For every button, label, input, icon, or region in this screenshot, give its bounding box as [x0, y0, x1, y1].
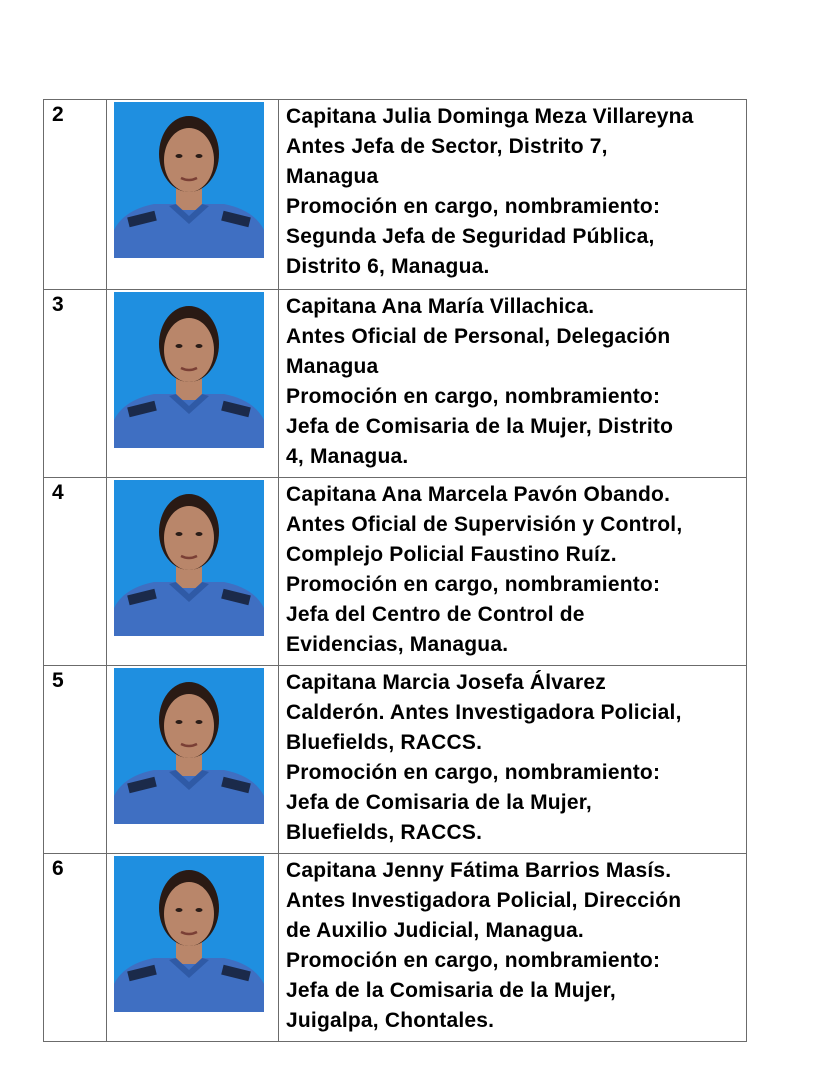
face — [164, 128, 214, 192]
previous-post-line: Bluefields, RACCS. — [286, 731, 483, 754]
table-row — [44, 478, 747, 666]
left-eye — [176, 720, 183, 724]
promotion-heading-line: Promoción en cargo, nombramiento: — [286, 761, 661, 784]
face — [164, 882, 214, 946]
uniform-shoulders — [114, 394, 264, 448]
new-post-line: Evidencias, Managua. — [286, 633, 509, 656]
new-post-line: Jefa de Comisaria de la Mujer, — [286, 791, 592, 814]
left-eye — [176, 154, 183, 158]
new-post-line: Jefa de Comisaria de la Mujer, Distrito — [286, 415, 674, 438]
photo-cell — [107, 666, 279, 854]
photo-cell — [107, 100, 279, 290]
appointments-table-body — [44, 100, 747, 1042]
new-post-line: 4, Managua. — [286, 445, 409, 468]
face — [164, 318, 214, 382]
officer-portrait-image — [114, 292, 264, 448]
row-number: 4 — [52, 481, 64, 504]
face — [164, 694, 214, 758]
row-number-cell — [44, 666, 107, 854]
row-number: 2 — [52, 103, 64, 126]
photo-cell — [107, 290, 279, 478]
uniform-shoulders — [114, 958, 264, 1012]
previous-post-line: Managua — [286, 355, 379, 378]
previous-post-line: Antes Oficial de Personal, Delegación — [286, 325, 671, 348]
info-cell — [279, 854, 747, 1042]
photo-cell — [107, 478, 279, 666]
row-number: 6 — [52, 857, 64, 880]
right-eye — [196, 154, 203, 158]
previous-post-line: Complejo Policial Faustino Ruíz. — [286, 543, 617, 566]
new-post-line: Juigalpa, Chontales. — [286, 1009, 495, 1032]
right-eye — [196, 908, 203, 912]
photo-cell — [107, 854, 279, 1042]
officer-info — [279, 290, 746, 477]
table-row — [44, 100, 747, 290]
right-eye — [196, 720, 203, 724]
row-number: 5 — [52, 669, 64, 692]
new-post-line: Jefa del Centro de Control de — [286, 603, 585, 626]
left-eye — [176, 344, 183, 348]
officer-portrait-image — [114, 668, 264, 824]
promotion-heading-line: Promoción en cargo, nombramiento: — [286, 385, 661, 408]
uniform-shoulders — [114, 582, 264, 636]
officer-portrait-image — [114, 102, 264, 258]
left-eye — [176, 908, 183, 912]
info-cell — [279, 100, 747, 290]
officer-name-line: Capitana Jenny Fátima Barrios Masís. — [286, 859, 672, 882]
new-post-line: Jefa de la Comisaria de la Mujer, — [286, 979, 616, 1002]
row-number: 3 — [52, 293, 64, 316]
info-cell — [279, 666, 747, 854]
right-eye — [196, 344, 203, 348]
info-cell — [279, 290, 747, 478]
previous-post-line: Managua — [286, 165, 379, 188]
promotion-heading-line: Promoción en cargo, nombramiento: — [286, 195, 661, 218]
new-post-line: Segunda Jefa de Seguridad Pública, — [286, 225, 655, 248]
uniform-shoulders — [114, 204, 264, 258]
previous-post-line: Antes Oficial de Supervisión y Control, — [286, 513, 683, 536]
row-number-cell — [44, 478, 107, 666]
left-eye — [176, 532, 183, 536]
previous-post-line: de Auxilio Judicial, Managua. — [286, 919, 584, 942]
officer-name-line: Capitana Julia Dominga Meza Villareyna — [286, 105, 694, 128]
row-number-cell — [44, 100, 107, 290]
officer-info — [279, 478, 746, 665]
face — [164, 506, 214, 570]
promotion-heading-line: Promoción en cargo, nombramiento: — [286, 573, 661, 596]
previous-post-line: Antes Jefa de Sector, Distrito 7, — [286, 135, 608, 158]
officer-name-line: Capitana Marcia Josefa Álvarez — [286, 671, 606, 694]
previous-post-line: Calderón. Antes Investigadora Policial, — [286, 701, 682, 724]
officer-portrait-image — [114, 480, 264, 636]
info-cell — [279, 478, 747, 666]
row-number-cell — [44, 290, 107, 478]
previous-post-line: Antes Investigadora Policial, Dirección — [286, 889, 682, 912]
new-post-line: Distrito 6, Managua. — [286, 255, 490, 278]
officer-info — [279, 100, 746, 287]
table-row — [44, 290, 747, 478]
row-number-cell — [44, 854, 107, 1042]
table-row — [44, 854, 747, 1042]
officer-info — [279, 666, 746, 853]
right-eye — [196, 532, 203, 536]
officer-info — [279, 854, 746, 1041]
uniform-shoulders — [114, 770, 264, 824]
officer-name-line: Capitana Ana Marcela Pavón Obando. — [286, 483, 671, 506]
table-row — [44, 666, 747, 854]
new-post-line: Bluefields, RACCS. — [286, 821, 483, 844]
officer-name-line: Capitana Ana María Villachica. — [286, 295, 595, 318]
promotion-heading-line: Promoción en cargo, nombramiento: — [286, 949, 661, 972]
appointments-table — [43, 99, 747, 1042]
officer-portrait-image — [114, 856, 264, 1012]
